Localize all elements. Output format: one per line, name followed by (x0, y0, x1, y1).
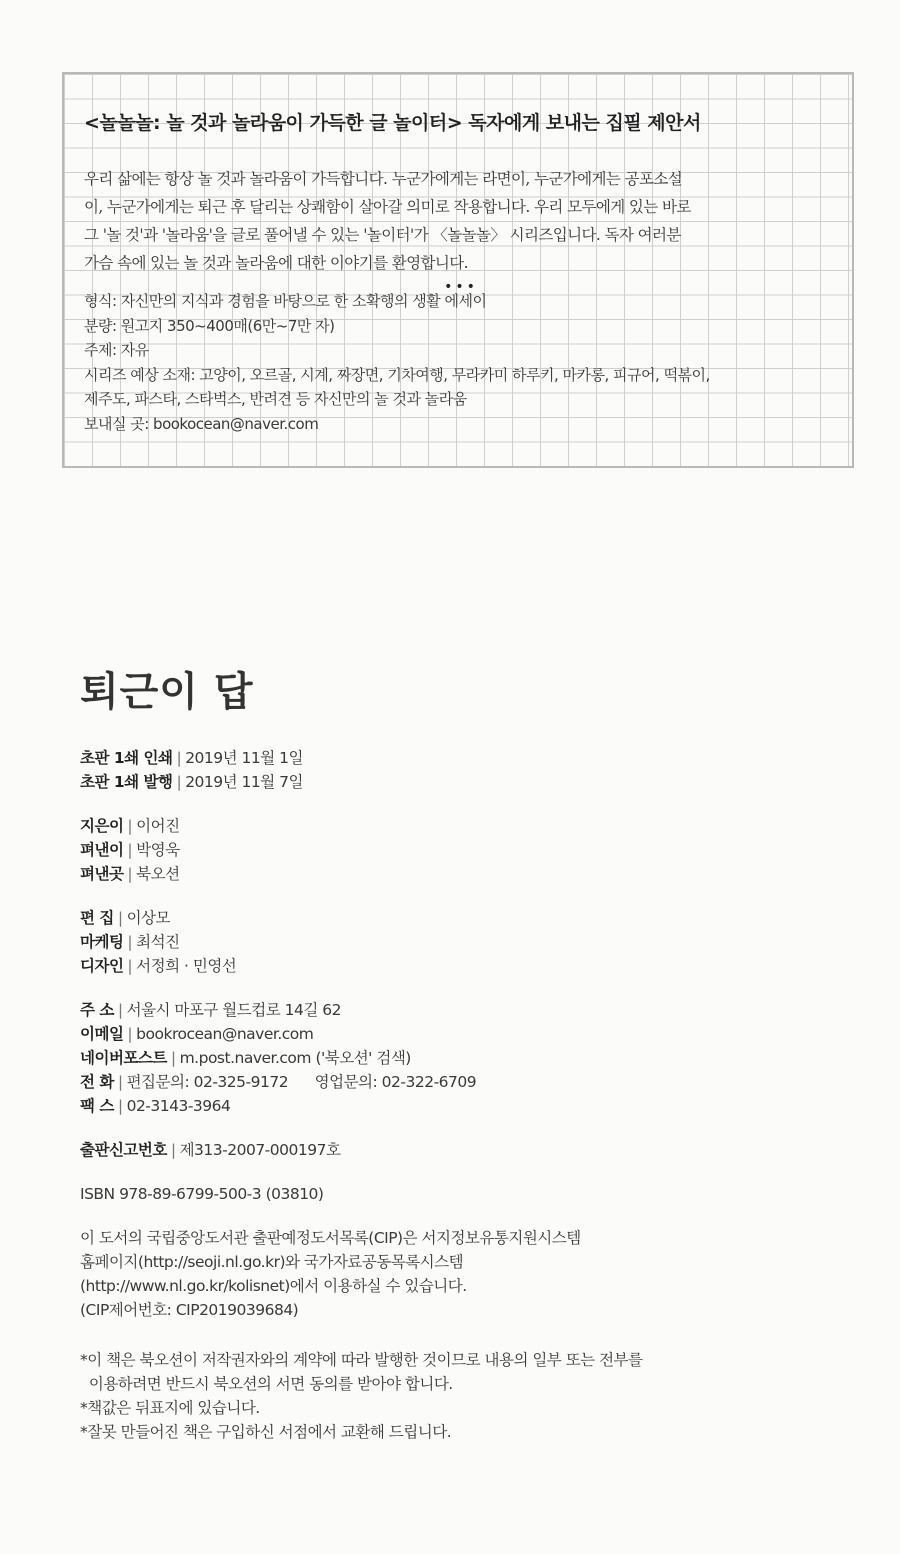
row-value: m.post.naver.com ('북오션' 검색) (179, 1049, 411, 1067)
colophon-row (80, 954, 840, 978)
separator: | (127, 865, 133, 883)
colophon-row (80, 838, 840, 862)
intro-line: 이, 누군가에게는 퇴근 후 달리는 상쾌함이 살아갈 의미로 작용합니다. 우리 모두에게 있는 바로 (84, 198, 691, 216)
proposal-content (84, 108, 838, 436)
spec-topic: 주제: 자유 (84, 341, 149, 359)
colophon-row (80, 1022, 840, 1046)
proposal-specs (84, 289, 838, 436)
spacer (80, 1118, 840, 1138)
separator: | (170, 1141, 176, 1159)
intro-line: 그 '놀 것'과 '놀라움'을 글로 풀어낼 수 있는 '놀이터'가 〈놀놀놀〉 시리즈입니다. 독자 여러분 (84, 226, 681, 244)
row-value: 제313-2007-000197호 (179, 1141, 341, 1159)
row-label: 지은이 (80, 817, 124, 835)
row-value: 편집문의: 02-325-9172 영업문의: 02-322-6709 (126, 1073, 477, 1091)
colophon-row (80, 1070, 840, 1094)
colophon-row (80, 862, 840, 886)
separator: | (170, 1049, 176, 1067)
spacer (80, 978, 840, 998)
separator: | (127, 957, 133, 975)
separator: | (117, 1097, 123, 1115)
row-label: 디자인 (80, 957, 124, 975)
colophon-row (80, 1138, 840, 1162)
book-title: 퇴근이 답 (80, 669, 254, 715)
row-value: 이상모 (126, 909, 170, 927)
separator: | (117, 1001, 123, 1019)
note-line: 이용하려면 반드시 북오션의 서면 동의를 받아야 합니다. (80, 1375, 453, 1393)
row-label: 초판 1쇄 인쇄 (80, 749, 173, 767)
row-label: 네이버포스트 (80, 1049, 167, 1067)
colophon (80, 746, 840, 1444)
cip-line: 홈페이지(http://seoji.nl.go.kr)와 국가자료공동목록시스템 (80, 1253, 464, 1271)
spacer (80, 1206, 840, 1226)
note-line: *책값은 뒤표지에 있습니다. (80, 1399, 260, 1417)
spacer (80, 886, 840, 906)
colophon-row (80, 1046, 840, 1070)
separator: | (117, 1073, 123, 1091)
row-value: 서울시 마포구 월드컵로 14길 62 (126, 1001, 341, 1019)
colophon-row (80, 746, 840, 770)
row-label: 전 화 (80, 1073, 114, 1091)
spec-format: 형식: 자신만의 지식과 경험을 바탕으로 한 소확행의 생활 에세이 (84, 292, 487, 310)
intro-line: 가슴 속에 있는 놀 것과 놀라움에 대한 이야기를 환영합니다. (84, 254, 468, 272)
spec-send-to: 보내실 곳: bookocean@naver.com (84, 414, 319, 433)
notes (80, 1348, 840, 1444)
colophon-row (80, 770, 840, 794)
row-label: 펴낸이 (80, 841, 124, 859)
proposal-intro (84, 165, 838, 277)
row-label: 팩 스 (80, 1097, 114, 1115)
row-value: 02-3143-3964 (126, 1097, 231, 1115)
colophon-row (80, 906, 840, 930)
cip-line: (CIP제어번호: CIP2019039684) (80, 1301, 299, 1319)
spacer (80, 1322, 840, 1348)
note-line: *잘못 만들어진 책은 구입하신 서점에서 교환해 드립니다. (80, 1423, 452, 1441)
row-label: 초판 1쇄 발행 (80, 773, 173, 791)
separator: | (176, 749, 182, 767)
row-value: 2019년 11월 7일 (185, 773, 303, 791)
dots-divider: ••• (444, 279, 478, 295)
colophon-row (80, 1094, 840, 1118)
spec-length: 분량: 원고지 350~400매(6만~7만 자) (84, 316, 335, 335)
colophon-row (80, 998, 840, 1022)
colophon-row (80, 814, 840, 838)
proposal-title: <놀놀놀: 놀 것과 놀라움이 가득한 글 놀이터> 독자에게 보내는 집필 제안서 (84, 112, 701, 134)
note-line: *이 책은 북오션이 저작권자와의 계약에 따라 발행한 것이므로 내용의 일부 또는 전부를 (80, 1351, 643, 1369)
row-label: 편 집 (80, 909, 114, 927)
row-label: 마케팅 (80, 933, 124, 951)
manuscript-proposal-box (62, 72, 854, 468)
row-label: 출판신고번호 (80, 1141, 167, 1159)
row-value: bookrocean@naver.com (136, 1025, 314, 1043)
row-value: 최석진 (136, 933, 180, 951)
intro-line: 우리 삶에는 항상 놀 것과 놀라움이 가득합니다. 누군가에게는 라면이, 누군가에게는 공포소설 (84, 170, 683, 188)
row-value: 이어진 (136, 817, 180, 835)
separator: | (127, 933, 133, 951)
row-value: 서정희 · 민영선 (136, 957, 237, 975)
separator: | (176, 773, 182, 791)
row-value: 2019년 11월 1일 (185, 749, 303, 767)
spec-series-topics-cont: 제주도, 파스타, 스타벅스, 반려견 등 자신만의 놀 것과 놀라움 (84, 390, 467, 408)
spec-series-topics: 시리즈 예상 소재: 고양이, 오르골, 시계, 짜장면, 기차여행, 무라카미 하루키, 마카롱, 피규어, 떡볶이, (84, 365, 710, 384)
cip-info (80, 1226, 840, 1322)
row-label: 주 소 (80, 1001, 114, 1019)
isbn: ISBN 978-89-6799-500-3 (03810) (80, 1185, 324, 1203)
cip-line: 이 도서의 국립중앙도서관 출판예정도서목록(CIP)은 서지정보유통지원시스템 (80, 1229, 581, 1247)
separator: | (127, 841, 133, 859)
row-value: 북오션 (136, 865, 180, 883)
separator: | (117, 909, 123, 927)
row-label: 이메일 (80, 1025, 124, 1043)
cip-line: (http://www.nl.go.kr/kolisnet)에서 이용하실 수 있습니다. (80, 1277, 467, 1295)
colophon-row (80, 930, 840, 954)
row-value: 박영욱 (136, 841, 180, 859)
separator: | (127, 1025, 133, 1043)
separator: | (127, 817, 133, 835)
spacer (80, 794, 840, 814)
spacer (80, 1162, 840, 1182)
row-label: 펴낸곳 (80, 865, 124, 883)
